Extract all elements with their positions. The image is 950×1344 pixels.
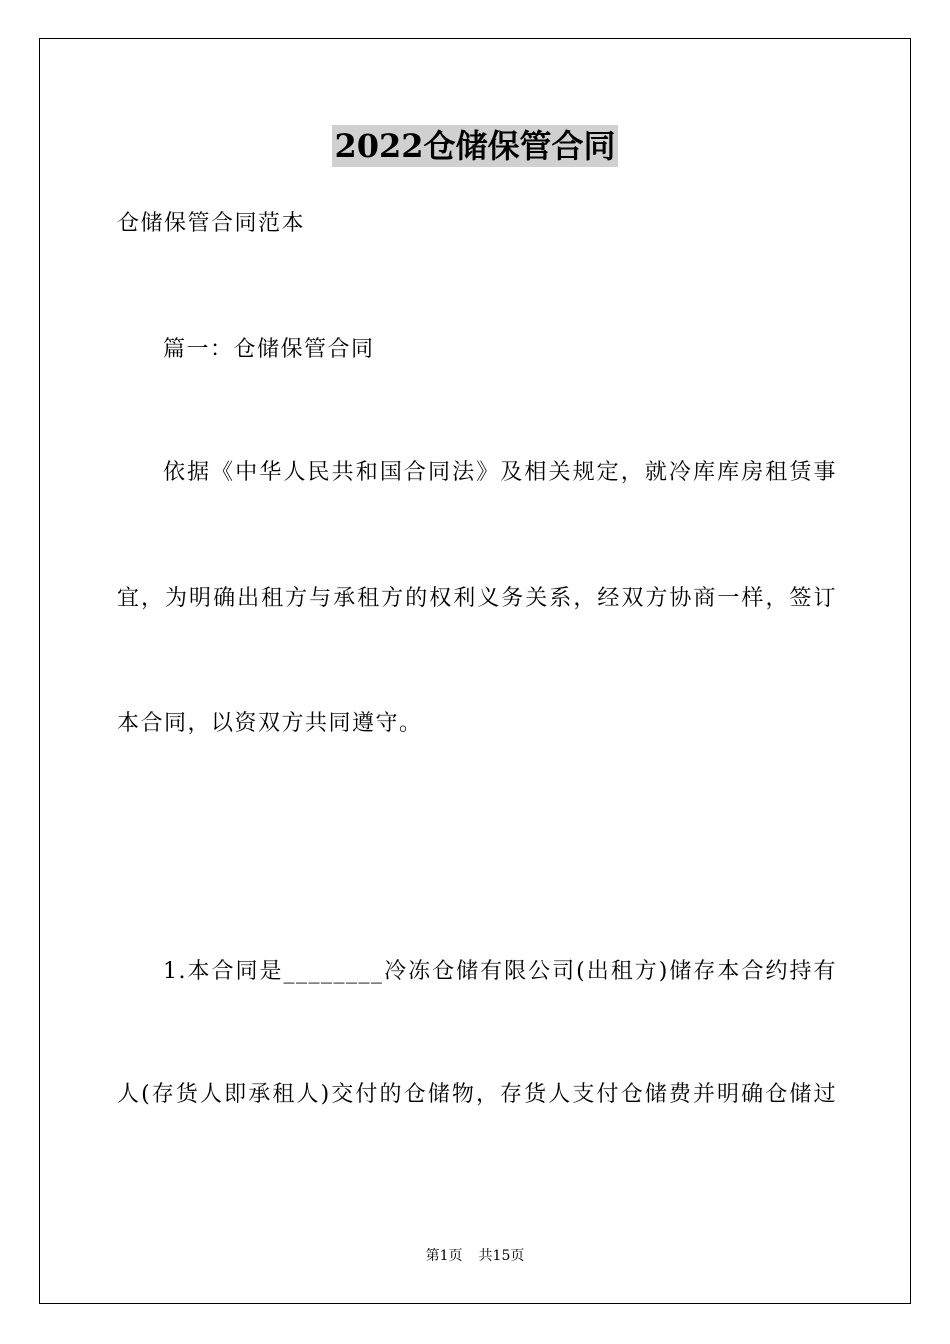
page-total: 共15页 <box>478 1248 525 1264</box>
page-current: 第1页 <box>425 1248 463 1264</box>
clause1-line2: 人(存货人即承租人)交付的仓储物，存货人支付仓储费并明确仓储过 <box>117 1082 837 1107</box>
paragraph1-line1: 依据《中华人民共和国合同法》及相关规定，就冷库库房租赁事 <box>163 460 837 485</box>
page-footer <box>0 1246 950 1266</box>
document-title: 2022仓储保管合同 <box>334 127 616 165</box>
paragraph1-line2: 宜，为明确出租方与承租方的权利义务关系，经双方协商一样，签订 <box>117 586 837 611</box>
section-heading: 篇一：仓储保管合同 <box>163 337 375 362</box>
paragraph1-line3: 本合同，以资双方共同遵守。 <box>117 711 423 736</box>
clause1-line1: 1.本合同是________冷冻仓储有限公司(出租方)储存本合约持有 <box>163 959 837 984</box>
document-subtitle: 仓储保管合同范本 <box>117 211 306 236</box>
title-container <box>0 125 950 167</box>
